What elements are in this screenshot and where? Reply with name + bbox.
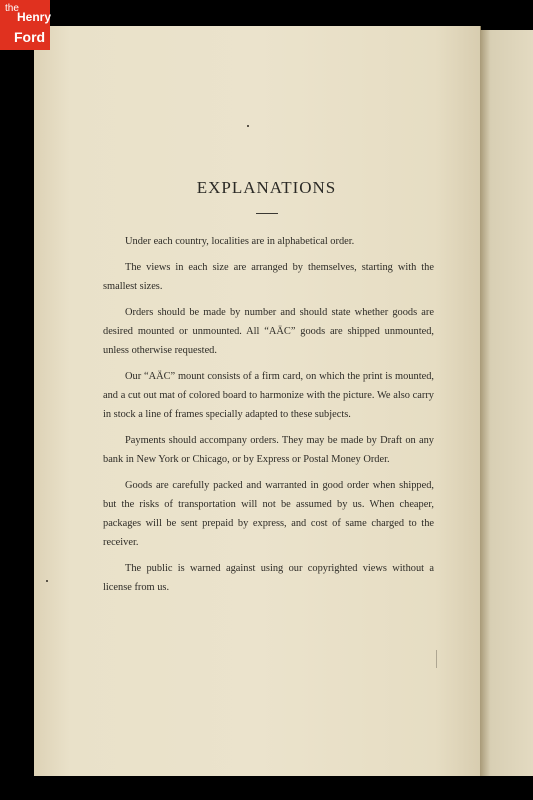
paragraph-views: The views in each size are arranged by themselves, starting with the smallest sizes. <box>103 262 434 292</box>
logo-henry-text: Henry <box>17 10 52 24</box>
logo-the-text: the <box>5 3 19 14</box>
paper-speck <box>436 650 437 668</box>
title-underline-rule <box>256 213 278 214</box>
henry-ford-logo <box>0 0 50 50</box>
paragraph-mount: Our “AÄC” mount consists of a firm card, on which the print is mounted, and a cut out mat of colored board to harmonize with the picture. We also carry in stock a line of frames specially adapted to these subjects. <box>103 371 434 420</box>
paragraph-packing: Goods are carefully packed and warranted in good order when shipped, but the risks of transportation will not be assumed by us. When cheaper, packages will be sent prepaid by express, and cost of same charged to the receiver. <box>103 480 434 548</box>
adjacent-page-edge <box>480 30 533 776</box>
page-title: EXPLANATIONS <box>196 178 337 197</box>
paper-speck <box>46 580 48 582</box>
paper-speck <box>247 125 249 127</box>
paragraph-localities: Under each country, localities are in alphabetical order. <box>125 236 355 247</box>
paragraph-orders: Orders should be made by number and should state whether goods are desired mounted or unmounted. All “AÄC” goods are shipped unmounted, unless otherwise requested. <box>103 307 434 356</box>
paragraph-payments: Payments should accompany orders. They may be made by Draft on any bank in New York or Chicago, or by Express or Postal Money Order. <box>103 435 434 465</box>
logo-ford-text: Ford <box>14 29 46 45</box>
paragraph-copyright: The public is warned against using our copyrighted views without a license from us. <box>103 563 434 593</box>
body-text <box>103 232 434 604</box>
